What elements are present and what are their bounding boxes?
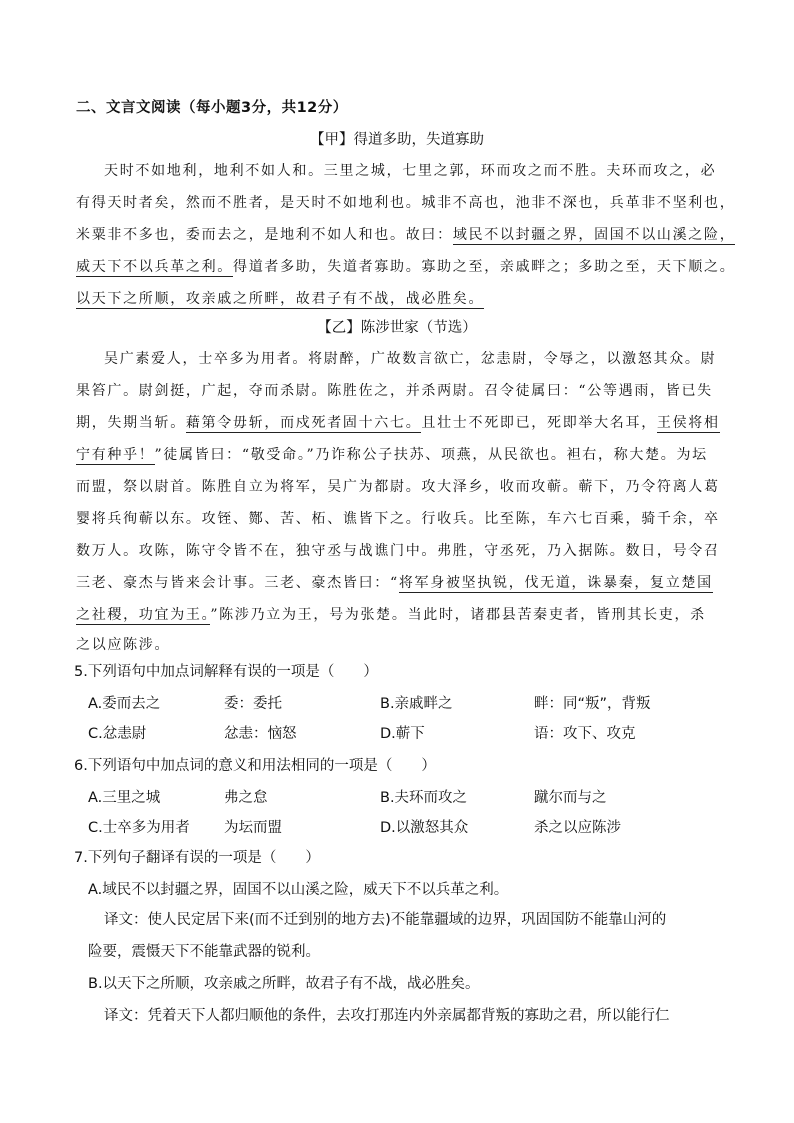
- passage-a-text: 米粟非不多也，委而去之，是地利不如人和也。故曰：: [76, 227, 453, 243]
- q7-option-a-translation: 译文：使人民定居下来(而不迁到别的地方去)不能靠疆域的边界，巩固国防不能靠山河的: [104, 912, 667, 928]
- q6-option-a-pair: 弗之怠: [224, 790, 268, 806]
- passage-b-line: 之以应陈涉。: [76, 637, 171, 653]
- q6-option-b-pair: 蹴尔而与之: [534, 790, 607, 806]
- section-title: 二、文言文阅读（每小题3分，共12分）: [76, 100, 348, 116]
- passage-a-line: [76, 224, 735, 244]
- q6-option-c-pair: 为坛而盟: [224, 820, 282, 836]
- q5-option-d: D.蕲下: [380, 726, 425, 742]
- q7-option-a-translation-cont: 险要，震慑天下不能靠武器的锐利。: [88, 944, 320, 960]
- passage-a-line: 有得天时者矣，然而不胜者，是天时不如地利也。城非不高也，池非不深也，兵革非不坚利也，: [76, 195, 736, 211]
- q6-option-c: C.士卒多为用者: [88, 820, 190, 836]
- passage-b-line: [76, 572, 713, 592]
- passage-b-text: 且壮士不死即已，死即举大名耳，: [421, 415, 657, 431]
- q7-option-b-translation: 译文：凭着天下人都归顺他的条件，去攻打那连内外亲属都背叛的寡助之君，所以能行仁: [104, 1008, 670, 1024]
- underlined-sentence: 域民不以封疆之界，固国不以山溪之险，: [452, 227, 736, 243]
- passage-b-text: ”徒属皆曰：“敬受命。”乃诈称公子扶苏、项燕，从民欲也。袒右，称大楚。为坛: [154, 447, 708, 463]
- underlined-sentence: 宁有种乎！: [76, 447, 155, 463]
- q7-option-a-sentence: A.域民不以封疆之界，固国不以山溪之险，威天下不以兵革之利。: [88, 882, 509, 898]
- q5-option-b-gloss: 畔：同“叛”，背叛: [534, 696, 651, 712]
- passage-a-line: 天时不如地利，地利不如人和。三里之城，七里之郭，环而攻之而不胜。夫环而攻之，必: [104, 163, 717, 179]
- q5-option-a: A.委而去之: [88, 696, 161, 712]
- passage-b-title: 【乙】陈涉世家（节选）: [317, 320, 477, 336]
- passage-b-line: 果笞广。尉剑挺，广起，夺而杀尉。陈胜佐之，并杀两尉。召令徒属曰：“公等遇雨，皆已失: [76, 383, 713, 399]
- passage-b-line: 数万人。攻陈，陈守令皆不在，独守丞与战谯门中。弗胜，守丞死，乃入据陈。数日，号令召: [76, 543, 720, 559]
- passage-b-line: 婴将兵徇蕲以东。攻铚、酂、苦、柘、谯皆下之。行收兵。比至陈，车六七百乘，骑千余，卒: [76, 511, 720, 527]
- q6-option-d: D.以激怒其众: [380, 820, 469, 836]
- q5-option-d-gloss: 语：攻下、攻克: [534, 726, 636, 742]
- q7-option-b-sentence: B.以天下之所顺，攻亲戚之所畔，故君子有不战，战必胜矣。: [88, 976, 480, 992]
- passage-b-text: 期，失期当斩。: [76, 415, 186, 431]
- passage-b-line: 而盟，祭以尉首。陈胜自立为将军，吴广为都尉。攻大泽乡，收而攻蕲。蕲下，乃令符离人葛: [76, 479, 720, 495]
- passage-b-text: ”陈涉乃立为王，号为张楚。当此时，诸郡县苦秦吏者，皆刑其长吏，杀: [210, 607, 706, 623]
- q6-option-d-pair: 杀之以应陈涉: [534, 820, 621, 836]
- underlined-sentence: 藉第令毋斩，而戍死者固十六七。: [185, 415, 422, 431]
- underlined-sentence: 王侯将相: [656, 415, 720, 431]
- passage-b-line: [76, 412, 720, 432]
- passage-b-line: [76, 444, 708, 464]
- underlined-sentence: 威天下不以兵革之利。: [76, 259, 233, 275]
- question-6-stem: 6.下列语句中加点词的意义和用法相同的一项是（ ）: [74, 758, 436, 774]
- passage-b-line: 吴广素爱人，士卒多为用者。将尉醉，广故数言欲亡，忿恚尉，令辱之，以激怒其众。尉: [104, 351, 717, 367]
- q5-option-c-gloss: 忿恚：恼怒: [224, 726, 297, 742]
- passage-a-text: 得道者多助，失道者寡助。寡助之至，亲戚畔之；多助之至，天下顺之。: [233, 259, 736, 275]
- q5-option-a-gloss: 委：委托: [224, 696, 282, 712]
- passage-a-line: [76, 256, 735, 276]
- underlined-sentence: 以天下之所顺，攻亲戚之所畔，故君子有不战，战必胜矣。: [76, 291, 485, 307]
- underlined-sentence: 之社稷，功宜为王。: [76, 607, 211, 623]
- underlined-sentence: 将军身被坚执锐，伐无道，诛暴秦，复立楚国: [398, 575, 713, 591]
- question-7-stem: 7.下列句子翻译有误的一项是（ ）: [74, 850, 320, 866]
- passage-a-line: [76, 288, 484, 308]
- question-5-stem: 5.下列语句中加点词解释有误的一项是（ ）: [74, 664, 378, 680]
- q6-option-b: B.夫环而攻之: [380, 790, 468, 806]
- q5-option-b: B.亲戚畔之: [380, 696, 453, 712]
- q5-option-c: C.忿恚尉: [88, 726, 147, 742]
- passage-a-title: 【甲】得道多助，失道寡助: [310, 132, 484, 148]
- q6-option-a: A.三里之城: [88, 790, 161, 806]
- passage-b-line: [76, 604, 706, 624]
- passage-b-text: 三老、豪杰与皆来会计事。三老、豪杰皆曰：“: [76, 575, 399, 591]
